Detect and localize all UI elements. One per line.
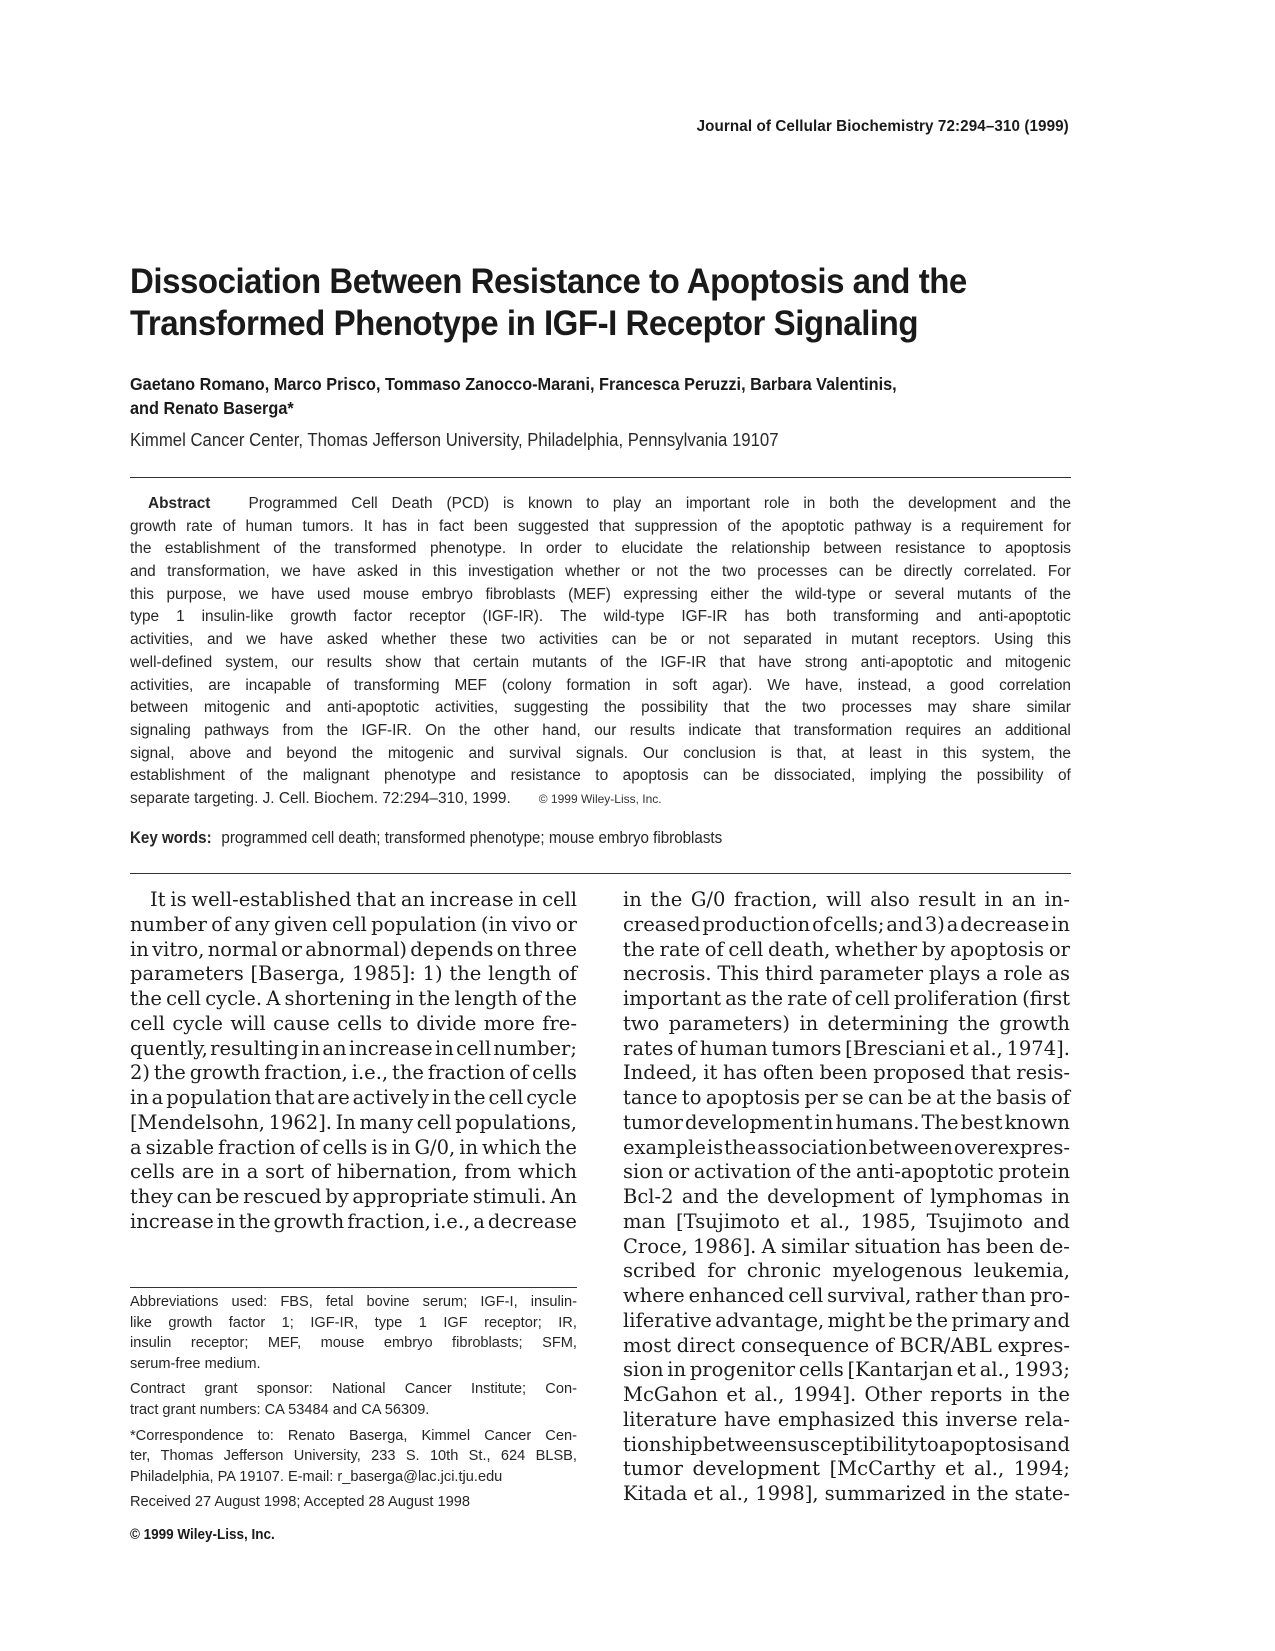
footnote-line: Received 27 August 1998; Accepted 28 August 1998 <box>130 1494 470 1511</box>
body-column-right <box>623 888 1070 1507</box>
abstract-line <box>130 788 1071 811</box>
paper-title <box>130 260 1079 344</box>
abstract-line: well-defined system, our results show that certain mutants of the IGF-IR that have strong anti-apoptotic and mitogenic <box>130 653 1071 671</box>
body-text-line: quently, resulting in an increase in cell number; <box>130 1036 577 1060</box>
abstract-line: type 1 insulin-like growth factor receptor (IGF-IR). The wild-type IGF-IR has both transforming and anti-apoptotic <box>130 608 1071 626</box>
body-text-line: important as the rate of cell proliferation (first <box>623 987 1070 1010</box>
abstract-text: separate targeting. J. Cell. Biochem. 72:294–310, 1999. <box>130 789 511 807</box>
body-text-line: sion or activation of the anti-apoptotic protein <box>623 1160 1070 1184</box>
footnote-line: insulin receptor; MEF, mouse embryo fibroblasts; SFM, <box>130 1335 577 1352</box>
body-text-line: scribed for chronic myelogenous leukemia, <box>623 1259 1070 1283</box>
body-text-line: a sizable fraction of cells is in G/0, in which the <box>130 1135 577 1159</box>
body-text-line: Indeed, it has often been proposed that resis- <box>623 1061 1070 1085</box>
author-list <box>130 372 1023 420</box>
body-text-line: increase in the growth fraction, i.e., a decrease <box>130 1209 577 1233</box>
body-text-line: man [Tsujimoto et al., 1985, Tsujimoto and <box>623 1209 1070 1233</box>
abstract-copyright: © 1999 Wiley-Liss, Inc. <box>538 791 662 806</box>
divider-top <box>130 477 1071 478</box>
body-text-line: tance to apoptosis per se can be at the basis of <box>623 1086 1070 1109</box>
abstract-line <box>130 493 1071 516</box>
body-text-line: tionship between susceptibility to apoptosis and <box>623 1432 1070 1456</box>
body-text-line: cell cycle will cause cells to divide more fre- <box>130 1011 577 1035</box>
author-line: and Renato Baserga* <box>130 398 294 418</box>
footnote-line: serum-free medium. <box>130 1355 261 1372</box>
body-text-line: liferative advantage, might be the primary and <box>623 1308 1070 1332</box>
footnote-divider <box>130 1287 577 1288</box>
body-text-line: Kitada et al., 1998], summarized in the state- <box>623 1482 1070 1505</box>
body-text-line: rates of human tumors [Bresciani et al., 1974]. <box>623 1036 1070 1060</box>
abstract-line: activities, are incapable of transforming MEF (colony formation in soft agar). We have, instead, a good correlation <box>130 676 1071 694</box>
body-text-line: they can be rescued by appropriate stimuli. An <box>130 1185 577 1208</box>
footnote-line: *Correspondence to: Renato Baserga, Kimmel Cancer Cen- <box>130 1427 577 1444</box>
body-text-line: in a population that are actively in the cell cycle <box>130 1086 577 1109</box>
abstract-label: Abstract <box>148 495 211 512</box>
footnote-line: Abbreviations used: FBS, fetal bovine serum; IGF-I, insulin- <box>130 1294 577 1310</box>
abstract-text: Programmed Cell Death (PCD) is known to play an important role in both the development and the <box>248 495 1071 512</box>
footnote-line: Philadelphia, PA 19107. E-mail: r_baserga@lac.jci.tju.edu <box>130 1468 503 1485</box>
journal-header: Journal of Cellular Biochemistry 72:294–310 (1999) <box>696 118 1069 135</box>
abstract-line: growth rate of human tumors. It has in fact been suggested that suppression of the apoptotic pathway is a requirement for <box>130 517 1071 535</box>
body-text-line: where enhanced cell survival, rather than pro- <box>623 1284 1070 1307</box>
body-text-line: in the G/0 fraction, will also result in an in- <box>623 888 1070 911</box>
title-line: Dissociation Between Resistance to Apoptosis and the <box>130 261 967 301</box>
divider-bottom <box>130 873 1071 874</box>
body-text-line: literature have emphasized this inverse rela- <box>623 1407 1070 1431</box>
abstract-line: signaling pathways from the IGF-IR. On the other hand, our results indicate that transformation requires an additional <box>130 721 1071 739</box>
body-column-left <box>130 888 577 1235</box>
body-text-line: the rate of cell death, whether by apoptosis or <box>623 937 1070 961</box>
body-text-line: 2) the growth fraction, i.e., the fraction of cells <box>130 1061 577 1085</box>
body-text-line: tumor development in humans. The best known <box>623 1110 1070 1134</box>
keywords <box>130 829 722 848</box>
abstract-line: and transformation, we have asked in this investigation whether or not the two processes can be directly correlated. For <box>130 563 1071 581</box>
body-text-line: parameters [Baserga, 1985]: 1) the length of <box>130 962 577 986</box>
body-text-line: McGahon et al., 1994]. Other reports in the <box>623 1383 1070 1406</box>
footnote-line: Contract grant sponsor: National Cancer Institute; Con- <box>130 1381 577 1398</box>
abstract-line: between mitogenic and anti-apoptotic activities, suggesting the possibility that the two processes may share similar <box>130 699 1071 717</box>
body-text-line: most direct consequence of BCR/ABL expres- <box>623 1333 1070 1357</box>
keywords-label: Key words: <box>130 829 212 847</box>
abstract-line: this purpose, we have used mouse embryo fibroblasts (MEF) expressing either the wild-type or several mutants of the <box>130 585 1071 603</box>
body-text-line: Croce, 1986]. A similar situation has been de- <box>623 1234 1070 1258</box>
abstract-line: the establishment of the transformed phenotype. In order to elucidate the relationship between resistance to apoptosis <box>130 540 1071 558</box>
body-text-line: [Mendelsohn, 1962]. In many cell populations, <box>130 1110 577 1134</box>
body-text-line: It is well-established that an increase in cell <box>150 888 577 911</box>
footnote-line: tract grant numbers: CA 53484 and CA 56309. <box>130 1401 430 1418</box>
body-text-line: creased production of cells; and 3) a decrease in <box>623 912 1070 936</box>
body-text-line: tumor development [McCarthy et al., 1994; <box>623 1457 1070 1481</box>
body-text-line: cells are in a sort of hibernation, from which <box>130 1160 577 1184</box>
body-text-line: two parameters) in determining the growth <box>623 1011 1070 1035</box>
body-text-line: sion in progenitor cells [Kantarjan et al., 1993; <box>623 1358 1070 1382</box>
title-line: Transformed Phenotype in IGF-I Receptor Signaling <box>130 303 919 343</box>
author-line: Gaetano Romano, Marco Prisco, Tommaso Zanocco-Marani, Francesca Peruzzi, Barbara Valentinis, <box>130 374 897 394</box>
abstract-line: signal, above and beyond the mitogenic and survival signals. Our conclusion is that, at least in this system, the <box>130 744 1071 762</box>
abstract <box>130 493 1071 811</box>
body-text-line: Bcl-2 and the development of lymphomas in <box>623 1185 1070 1208</box>
body-text-line: example is the association between overexpres- <box>623 1135 1070 1159</box>
footnote-line: ter, Thomas Jefferson University, 233 S. 10th St., 624 BLSB, <box>130 1448 577 1465</box>
abstract-line: establishment of the malignant phenotype and resistance to apoptosis can be dissociated, implying the possibility of <box>130 767 1071 785</box>
footnote-line: like growth factor 1; IGF-IR, type 1 IGF receptor; IR, <box>130 1314 577 1331</box>
footer-copyright: © 1999 Wiley-Liss, Inc. <box>130 1527 275 1543</box>
body-text-line: the cell cycle. A shortening in the length of the <box>130 987 577 1010</box>
body-text-line: in vitro, normal or abnormal) depends on three <box>130 937 577 961</box>
keywords-text: programmed cell death; transformed phenotype; mouse embryo fibroblasts <box>221 829 723 847</box>
abstract-line: activities, and we have asked whether these two activities can be or not separated in mutant receptors. Using this <box>130 631 1071 649</box>
affiliation: Kimmel Cancer Center, Thomas Jefferson University, Philadelphia, Pennsylvania 19107 <box>130 430 779 450</box>
body-text-line: necrosis. This third parameter plays a role as <box>623 962 1070 986</box>
footnotes <box>130 1292 577 1513</box>
body-text-line: number of any given cell population (in vivo or <box>130 912 577 936</box>
